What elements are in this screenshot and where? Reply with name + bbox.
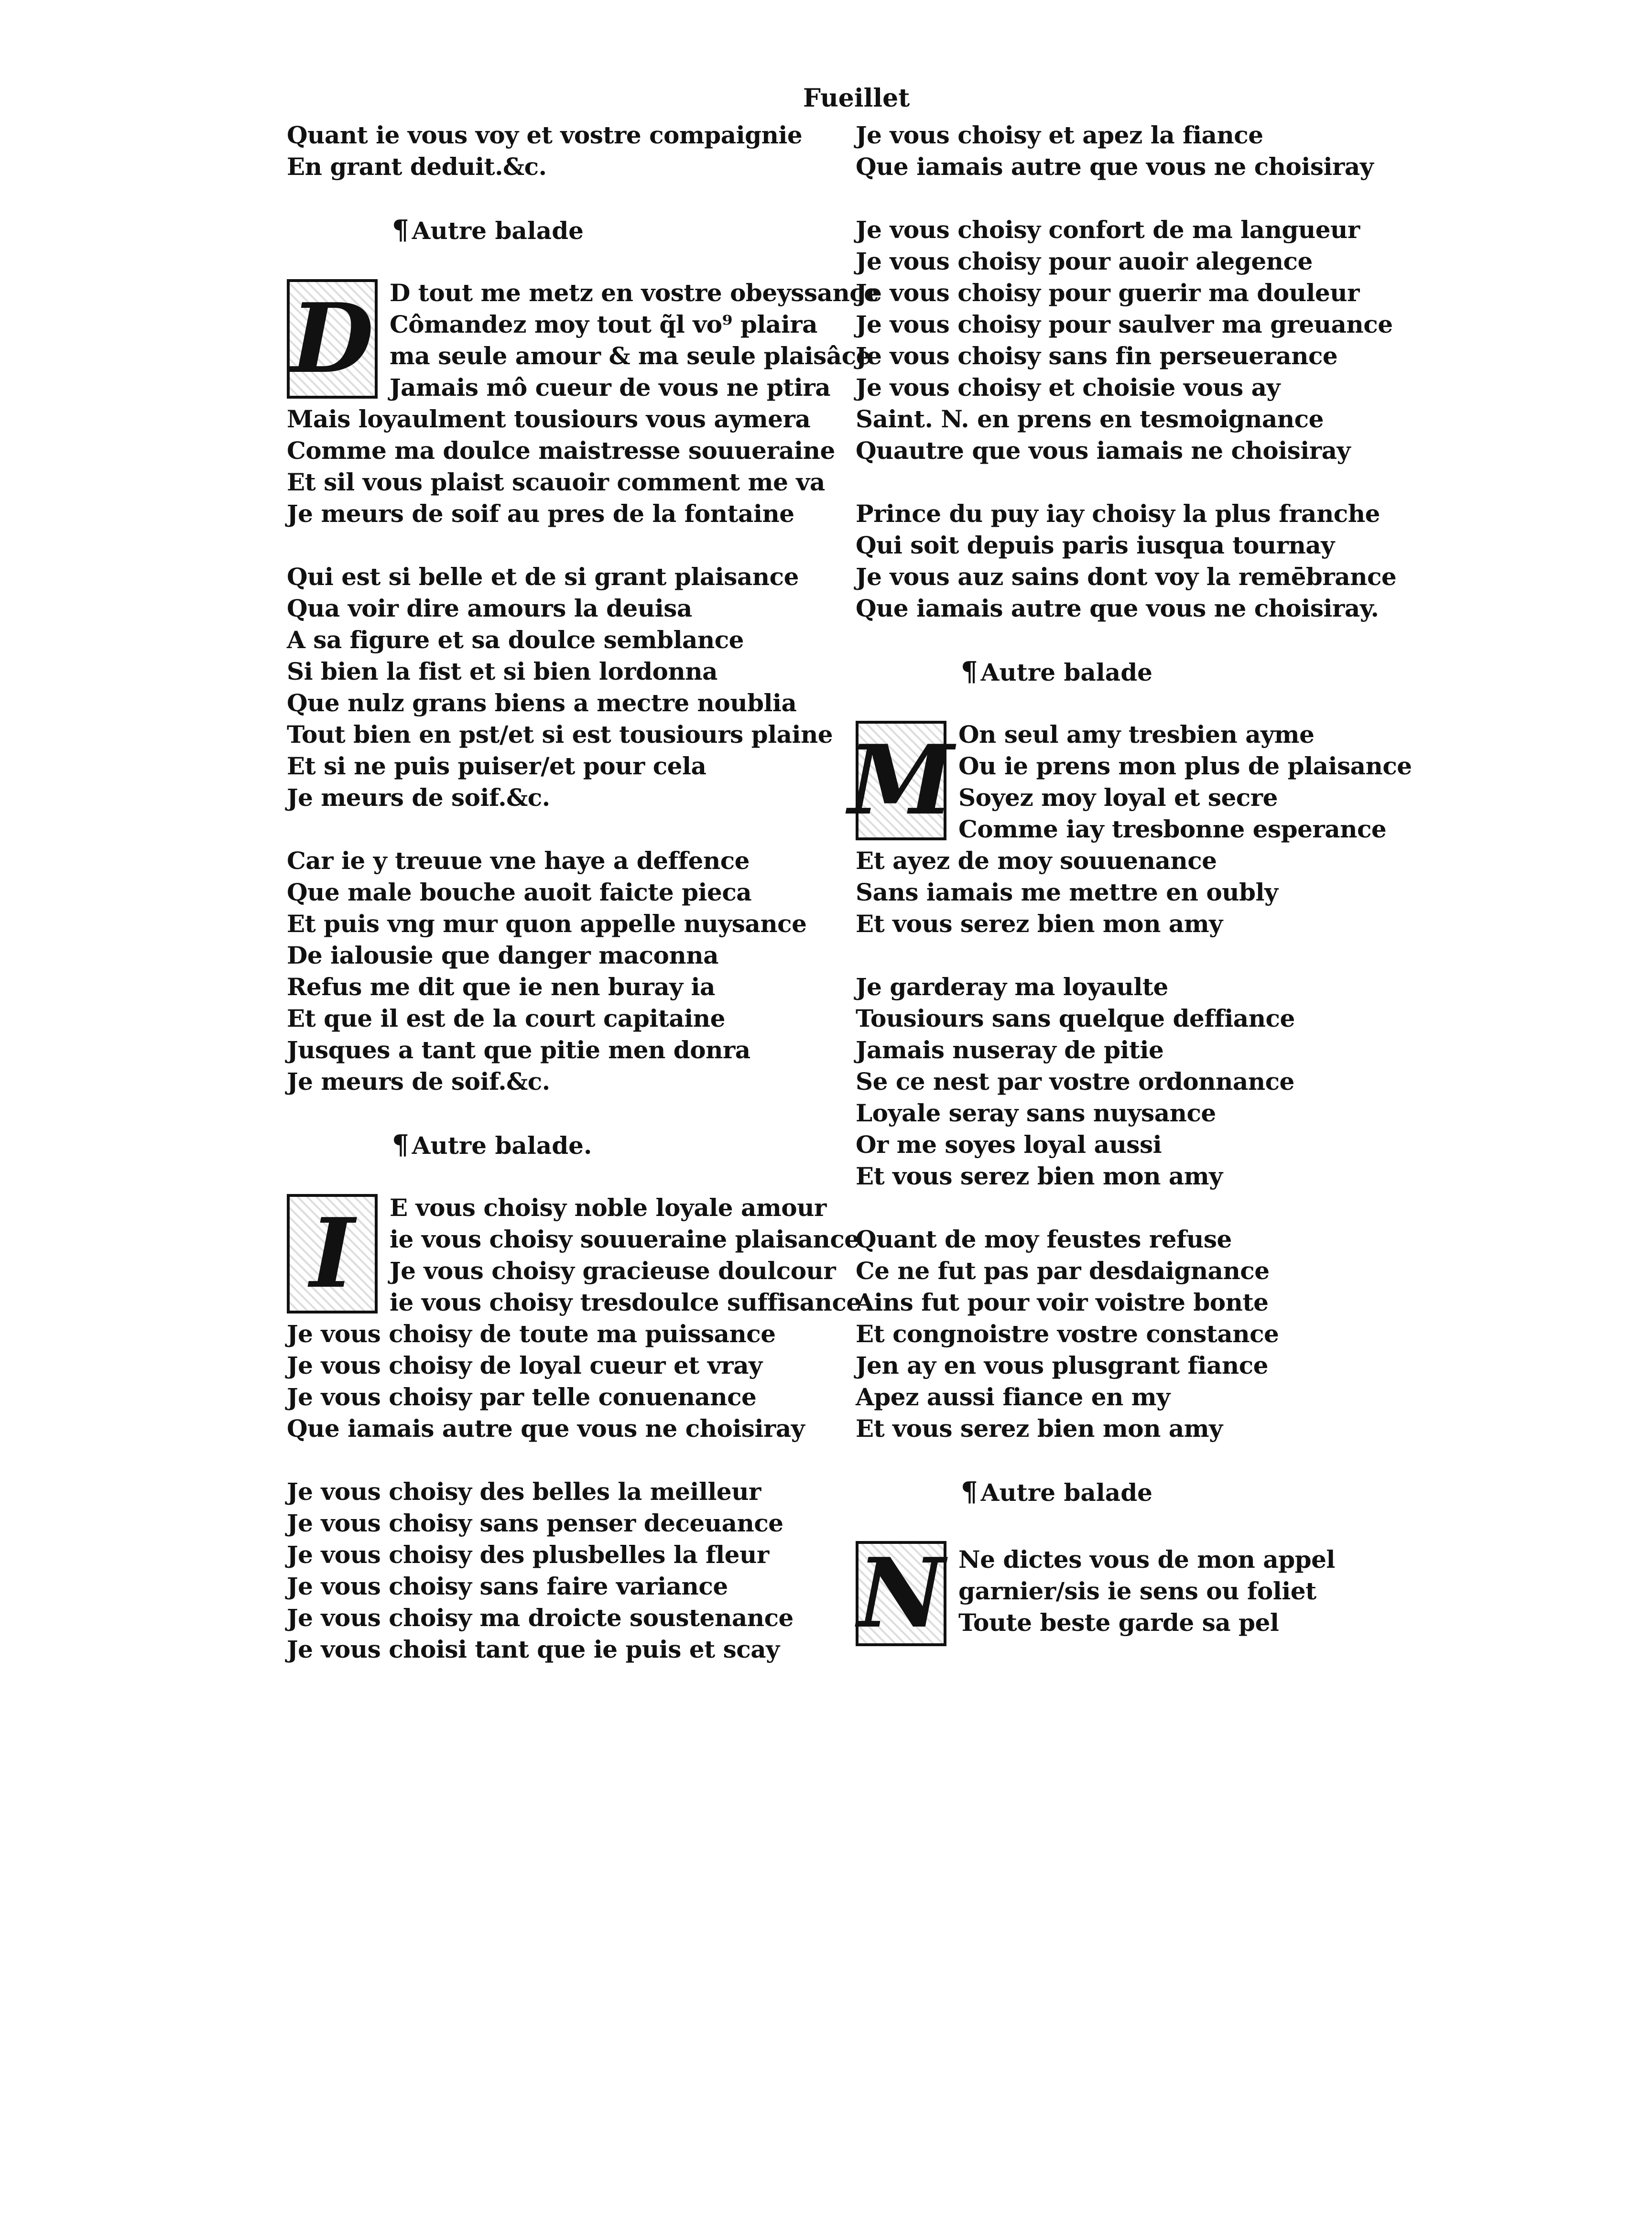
verse-line: ie vous choisy souueraine plaisance: [390, 1225, 859, 1253]
verse-line: Ains fut pour voir voistre bonte: [856, 1288, 1269, 1316]
verse-line: Et ayez de moy souuenance: [856, 847, 1217, 875]
verse-line: Apez aussi fiance en my: [856, 1383, 1170, 1411]
verse-line: Et congnoistre vostre constance: [856, 1320, 1279, 1348]
verse-line: Je vous auz sains dont voy la remēbrance: [856, 563, 1397, 591]
ballade-heading: ¶ Autre balade: [961, 1476, 1152, 1508]
initial-block: [287, 1192, 861, 1318]
verse-line: On seul amy tresbien ayme: [958, 720, 1315, 749]
verse-line: Je vous choisy des plusbelles la fleur: [287, 1541, 769, 1569]
verse-line: Quautre que vous iamais ne choisiray: [856, 436, 1351, 465]
verse-line: Tout bien en pst/et si est tousiours plaine: [287, 720, 833, 749]
verse-line: Je meurs de soif au pres de la fontaine: [287, 499, 794, 528]
verse-line: Or me soyes loyal aussi: [856, 1130, 1162, 1159]
verse-line: Je vous choisy des belles la meilleur: [287, 1477, 761, 1506]
pilcrow-icon: ¶: [392, 214, 409, 246]
verse-line: Je vous choisy sans faire variance: [287, 1572, 728, 1600]
verse-line: Je vous choisy gracieuse doulcour: [390, 1257, 836, 1285]
verse-line: Je vous choisy et choisie vous ay: [856, 373, 1281, 402]
verse-line: Que iamais autre que vous ne choisiray: [287, 1414, 805, 1443]
verse-line: En grant deduit.&c.: [287, 152, 547, 181]
verse-line: Jamais mô cueur de vous ne ptira: [390, 373, 831, 402]
verse-line: garnier/sis ie sens ou foliet: [958, 1577, 1316, 1605]
verse-line: Je vous choisy ma droicte soustenance: [287, 1604, 793, 1632]
verse-line: Refus me dit que ie nen buray ia: [287, 973, 715, 1001]
verse-line: E vous choisy noble loyale amour: [390, 1194, 826, 1222]
verse-line: Je vous choisy sans penser deceuance: [287, 1509, 783, 1537]
verse-line: Tousiours sans quelque deffiance: [856, 1004, 1295, 1032]
verse-line: Que male bouche auoit faicte pieca: [287, 878, 752, 906]
verse-line: Sans iamais me mettre en oubly: [856, 878, 1278, 906]
decorated-initial: N: [856, 1541, 946, 1646]
initial-block: [287, 277, 879, 403]
verse-line: Je meurs de soif.&c.: [287, 783, 550, 812]
verse-line: D tout me metz en vostre obeyssance: [390, 279, 879, 307]
initial-block: [848, 719, 1412, 845]
verse-line: Qui soit depuis paris iusqua tournay: [856, 531, 1335, 559]
decorated-initial: M: [856, 721, 946, 840]
verse-line: Je vous choisy confort de ma langueur: [856, 216, 1360, 244]
verse-line: De ialousie que danger maconna: [287, 941, 718, 969]
decorated-initial: I: [287, 1194, 378, 1313]
pilcrow-icon: ¶: [961, 656, 978, 687]
verse-line: Prince du puy iay choisy la plus franche: [856, 499, 1380, 528]
ballade-heading: ¶ Autre balade.: [392, 1129, 592, 1161]
verse-line: ma seule amour & ma seule plaisâce: [390, 342, 871, 370]
verse-line: Que nulz grans biens a mectre noublia: [287, 689, 797, 717]
verse-line: Et vous serez bien mon amy: [856, 910, 1223, 938]
verse-line: Et que il est de la court capitaine: [287, 1004, 725, 1032]
verse-line: Car ie y treuue vne haye a deffence: [287, 847, 750, 875]
verse-line: Que iamais autre que vous ne choisiray.: [856, 594, 1379, 622]
verse-line: Ou ie prens mon plus de plaisance: [958, 752, 1412, 780]
initial-block: [856, 1539, 1410, 1649]
pilcrow-icon: ¶: [392, 1129, 409, 1161]
verse-line: Je vous choisi tant que ie puis et scay: [287, 1635, 780, 1663]
verse-line: Toute beste garde sa pel: [958, 1608, 1279, 1637]
verse-line: Loyale seray sans nuysance: [856, 1099, 1216, 1127]
verse-line: Je garderay ma loyaulte: [856, 973, 1168, 1001]
verse-line: Ne dictes vous de mon appel: [958, 1545, 1335, 1574]
verse-line: Soyez moy loyal et secre: [958, 783, 1278, 812]
verse-line: Si bien la fist et si bien lordonna: [287, 657, 717, 685]
verse-line: Et vous serez bien mon amy: [856, 1162, 1223, 1190]
verse-line: Je vous choisy pour saulver ma greuance: [856, 310, 1393, 338]
folio-header: Fueillet: [803, 84, 910, 113]
verse-line: Je vous choisy par telle conuenance: [287, 1383, 757, 1411]
pilcrow-icon: ¶: [961, 1476, 978, 1508]
verse-line: Je meurs de soif.&c.: [287, 1067, 550, 1096]
verse-line: Et puis vng mur quon appelle nuysance: [287, 910, 807, 938]
verse-line: Et vous serez bien mon amy: [856, 1414, 1223, 1443]
verse-line: Que iamais autre que vous ne choisiray: [856, 152, 1374, 181]
ballade-heading: ¶ Autre balade: [392, 214, 584, 246]
verse-line: A sa figure et sa doulce semblance: [287, 626, 744, 654]
verse-line: Comme iay tresbonne esperance: [958, 815, 1387, 843]
right-column: [848, 119, 1412, 1650]
verse-line: Quant de moy feustes refuse: [856, 1225, 1232, 1253]
verse-line: Comme ma doulce maistresse souueraine: [287, 436, 835, 465]
verse-line: Et sil vous plaist scauoir comment me va: [287, 468, 825, 496]
decorated-initial: D: [287, 279, 378, 399]
verse-line: Jusques a tant que pitie men donra: [287, 1036, 750, 1064]
verse-line: Se ce nest par vostre ordonnance: [856, 1067, 1294, 1096]
verse-line: Je vous choisy pour guerir ma douleur: [856, 279, 1359, 307]
verse-line: Mais loyaulment tousiours vous aymera: [287, 405, 811, 433]
verse-line: Je vous choisy de loyal cueur et vray: [287, 1351, 762, 1379]
verse-line: Jamais nuseray de pitie: [856, 1036, 1164, 1064]
verse-line: Cômandez moy tout q̃l vo⁹ plaira: [390, 310, 818, 338]
verse-line: Quant ie vous voy et vostre compaignie: [287, 121, 803, 149]
ballade-heading: ¶ Autre balade: [961, 656, 1152, 687]
verse-line: Je vous choisy pour auoir alegence: [856, 247, 1313, 275]
verse-line: Qui est si belle et de si grant plaisance: [287, 563, 799, 591]
verse-line: Jen ay en vous plusgrant fiance: [856, 1351, 1268, 1379]
verse-line: ie vous choisy tresdoulce suffisance: [390, 1288, 861, 1316]
left-column: [287, 119, 879, 1665]
verse-line: Je vous choisy de toute ma puissance: [287, 1320, 776, 1348]
verse-line: Je vous choisy et apez la fiance: [856, 121, 1263, 149]
verse-line: Ce ne fut pas par desdaignance: [856, 1257, 1270, 1285]
verse-line: Et si ne puis puiser/et pour cela: [287, 752, 706, 780]
verse-line: Qua voir dire amours la deuisa: [287, 594, 692, 622]
verse-line: Saint. N. en prens en tesmoignance: [856, 405, 1324, 433]
verse-line: Je vous choisy sans fin perseuerance: [856, 342, 1338, 370]
